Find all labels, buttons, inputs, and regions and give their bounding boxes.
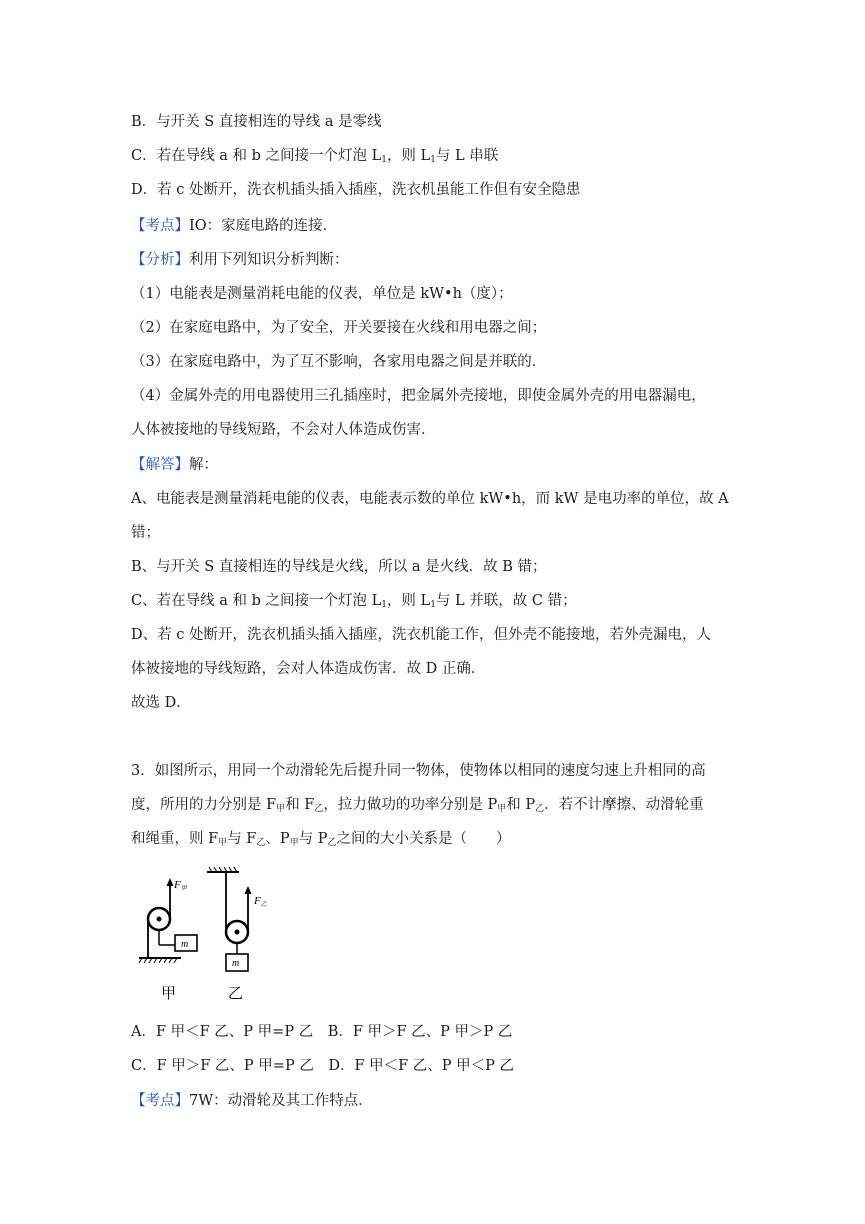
fenxi-text: 利用下列知识分析判断： [189,252,349,268]
subscript: 甲 [276,804,286,814]
jieda-tag: 【解答】 [131,457,189,473]
answer-a1: A、电能表是测量消耗电能的仪表，电能表示数的单位 kW•h，而 kW 是电功率的单位，故 A [131,491,729,507]
subscript: 乙 [535,804,545,814]
caption-right: 乙 [228,984,244,1002]
subscript: 1 [430,155,436,165]
text: 度，所用的力分别是 F [131,797,277,813]
q3-stem-2 [131,795,704,815]
answer-c-text-1: C、若在导线 a 和 b 之间接一个灯泡 L [131,593,382,609]
kaodian-tag: 【考点】 [131,218,189,234]
mass-label: m [181,939,189,950]
subscript: 甲 [289,838,299,848]
pulley-figure [131,866,281,1006]
answer-d1: D、若 c 处断开，洗衣机插头插入插座，洗衣机能工作，但外壳不能接地，若外壳漏电，人 [131,627,711,643]
answer-c-text-3: 与 L 并联，故 C 错； [435,593,577,609]
subscript: 1 [381,600,387,610]
text: 和绳重，则 F [131,831,219,847]
subscript: 乙 [314,804,324,814]
pulley-diagram [131,866,281,1006]
option-c [131,146,498,166]
subscript: 乙 [327,838,337,848]
arrow-up-icon [167,878,174,886]
text: ，拉力做功的功率分别是 P [323,797,498,813]
option-b: B．与开关 S 直接相连的导线 a 是零线 [131,114,382,130]
q3-stem-1: 3．如图所示，用同一个动滑轮先后提升同一物体，使物体以相同的速度匀速上升相同的高 [131,763,706,779]
caption-left: 甲 [161,984,177,1002]
analysis-1: （1）电能表是测量消耗电能的仪表，单位是 kW•h（度）； [131,286,513,302]
answer-c-text-2: ，则 L [386,593,431,609]
answer-c [131,591,577,611]
option-d: D．若 c 处断开，洗衣机插头插入插座，洗衣机虽能工作但有安全隐患 [131,182,581,198]
text: 之间的大小关系是（ ） [336,831,511,847]
option-c-text-3: 与 L 串联 [435,148,499,164]
text: 和 P [506,797,536,813]
answer-b: B、与开关 S 直接相连的导线是火线，所以 a 是火线．故 B 错； [131,559,547,575]
analysis-4b: 人体被接地的导线短路，不会对人体造成伤害． [131,422,436,438]
pulley-right-axle [235,930,240,935]
jieda-text: 解： [189,457,218,473]
subscript: 乙 [256,838,266,848]
kaodian-text: 7W：动滑轮及其工作特点． [189,1093,373,1109]
text: 与 P [298,831,328,847]
force-left-label: F甲 [174,879,187,892]
analysis-2: （2）在家庭电路中，为了安全，开关要接在火线和用电器之间； [131,320,547,336]
force-right-label: F乙 [254,895,267,908]
subscript: 1 [430,600,436,610]
analysis-4a: （4）金属外壳的用电器使用三孔插座时，把金属外壳接地，即使金属外壳的用电器漏电， [131,388,706,404]
subscript: 甲 [497,804,507,814]
text: 和 F [285,797,315,813]
answer-a2: 错； [131,525,160,541]
kaodian-line [131,216,337,236]
q3-kaodian-line [131,1091,373,1111]
text: ．若不计摩擦、动滑轮重 [544,797,704,813]
kaodian-tag: 【考点】 [131,1093,189,1109]
answer-d2: 体被接地的导线短路，会对人体造成伤害．故 D 正确． [131,661,486,677]
mass-label: m [232,958,240,969]
subscript: 1 [381,155,387,165]
arrow-up-icon [245,886,252,894]
conclusion: 故选 D． [131,695,191,711]
text: 与 F [227,831,257,847]
fenxi-line [131,250,349,270]
subscript: 甲 [218,838,228,848]
q3-stem-3 [131,829,511,849]
fenxi-tag: 【分析】 [131,252,189,268]
analysis-3: （3）在家庭电路中，为了互不影响，各家用电器之间是并联的． [131,354,547,370]
text: 、P [265,831,290,847]
option-c-text-1: C．若在导线 a 和 b 之间接一个灯泡 L [131,148,382,164]
option-c-text-2: ，则 L [386,148,431,164]
jieda-line [131,455,218,475]
q3-options-row-1: A．F 甲＜F 乙、P 甲=P 乙 B．F 甲＞F 乙、P 甲＞P 乙 [131,1024,513,1040]
pulley-left-axle [157,917,162,922]
q3-options-row-2: C．F 甲＞F 乙、P 甲=P 乙 D．F 甲＜F 乙、P 甲＜P 乙 [131,1058,515,1074]
kaodian-text: IO：家庭电路的连接． [189,218,338,234]
